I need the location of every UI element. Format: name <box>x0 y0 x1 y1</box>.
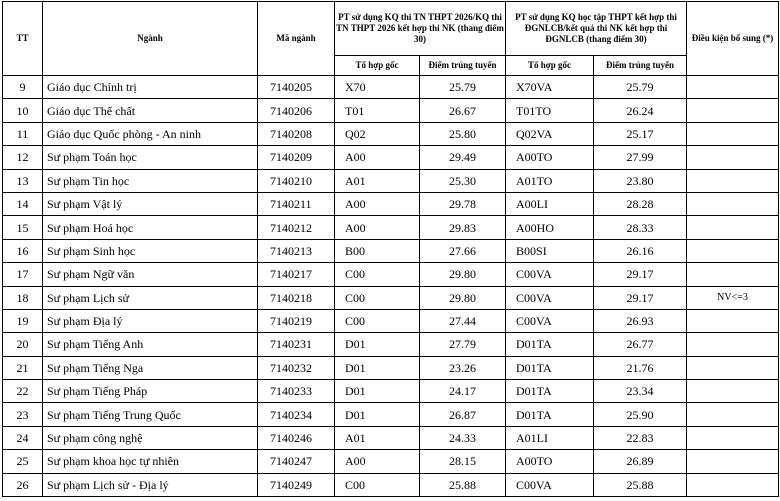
cell-tt: 18 <box>3 286 43 309</box>
cell-nganh: Sư phạm Hoá học <box>43 216 258 239</box>
cell-ma-nganh: 7140205 <box>258 76 335 99</box>
cell-tt: 14 <box>3 192 43 215</box>
cell-ma-nganh: 7140210 <box>258 169 335 192</box>
cell-to-hop-goc-2: C00VA <box>506 309 594 332</box>
cell-to-hop-goc-2: X70VA <box>506 76 594 99</box>
header-nganh: Ngành <box>43 2 258 76</box>
cell-ma-nganh: 7140218 <box>258 286 335 309</box>
cell-dieu-kien <box>687 450 779 473</box>
cell-to-hop-goc-1: A00 <box>335 192 420 215</box>
cell-diem-trung-tuyen-2: 22.83 <box>594 426 687 449</box>
cell-tt: 15 <box>3 216 43 239</box>
cell-tt: 13 <box>3 169 43 192</box>
cell-to-hop-goc-2: C00VA <box>506 286 594 309</box>
table-row <box>3 192 779 215</box>
header-diem-trung-tuyen-1: Điểm trúng tuyển <box>420 56 506 76</box>
cell-ma-nganh: 7140212 <box>258 216 335 239</box>
cell-diem-trung-tuyen-1: 23.26 <box>420 356 506 379</box>
table-row <box>3 263 779 286</box>
cell-dieu-kien <box>687 356 779 379</box>
table-body <box>3 76 779 497</box>
cell-nganh: Sư phạm Tin học <box>43 169 258 192</box>
cell-to-hop-goc-2: A00HO <box>506 216 594 239</box>
cell-to-hop-goc-1: X70 <box>335 76 420 99</box>
cell-diem-trung-tuyen-2: 28.28 <box>594 192 687 215</box>
cell-diem-trung-tuyen-2: 23.34 <box>594 380 687 403</box>
cell-to-hop-goc-2: C00VA <box>506 473 594 496</box>
cell-nganh: Giáo dục Chính trị <box>43 76 258 99</box>
admission-scores-table <box>2 1 779 497</box>
cell-to-hop-goc-1: T01 <box>335 99 420 122</box>
cell-dieu-kien <box>687 192 779 215</box>
cell-dieu-kien <box>687 76 779 99</box>
table-row <box>3 99 779 122</box>
cell-diem-trung-tuyen-1: 26.87 <box>420 403 506 426</box>
cell-ma-nganh: 7140249 <box>258 473 335 496</box>
cell-dieu-kien <box>687 216 779 239</box>
header-dieu-kien: Điều kiện bổ sung (*) <box>687 2 779 76</box>
cell-diem-trung-tuyen-2: 26.93 <box>594 309 687 332</box>
cell-ma-nganh: 7140206 <box>258 99 335 122</box>
header-pt1: PT sử dụng KQ thi TN THPT 2026/KQ thi TN THPT 2026 kết hợp thi NK (thang điểm 30) <box>335 2 506 56</box>
cell-dieu-kien <box>687 239 779 262</box>
cell-dieu-kien <box>687 263 779 286</box>
cell-diem-trung-tuyen-1: 29.49 <box>420 146 506 169</box>
cell-tt: 11 <box>3 122 43 145</box>
table-row <box>3 333 779 356</box>
header-to-hop-goc-1: Tổ hợp gốc <box>335 56 420 76</box>
cell-ma-nganh: 7140217 <box>258 263 335 286</box>
table-row <box>3 356 779 379</box>
cell-to-hop-goc-2: D01TA <box>506 403 594 426</box>
cell-diem-trung-tuyen-2: 28.33 <box>594 216 687 239</box>
cell-to-hop-goc-2: T01TO <box>506 99 594 122</box>
cell-nganh: Sư phạm Tiếng Nga <box>43 356 258 379</box>
cell-diem-trung-tuyen-2: 29.17 <box>594 286 687 309</box>
cell-ma-nganh: 7140219 <box>258 309 335 332</box>
cell-ma-nganh: 7140213 <box>258 239 335 262</box>
cell-tt: 9 <box>3 76 43 99</box>
cell-to-hop-goc-2: Q02VA <box>506 122 594 145</box>
cell-diem-trung-tuyen-1: 27.66 <box>420 239 506 262</box>
cell-diem-trung-tuyen-2: 26.24 <box>594 99 687 122</box>
cell-to-hop-goc-1: C00 <box>335 473 420 496</box>
cell-nganh: Sư phạm công nghệ <box>43 426 258 449</box>
cell-nganh: Sư phạm khoa học tự nhiên <box>43 450 258 473</box>
cell-to-hop-goc-2: A00LI <box>506 192 594 215</box>
cell-diem-trung-tuyen-1: 27.44 <box>420 309 506 332</box>
cell-to-hop-goc-2: D01TA <box>506 356 594 379</box>
cell-nganh: Sư phạm Tiếng Anh <box>43 333 258 356</box>
cell-diem-trung-tuyen-1: 29.80 <box>420 286 506 309</box>
table-row <box>3 146 779 169</box>
cell-tt: 19 <box>3 309 43 332</box>
cell-diem-trung-tuyen-1: 29.83 <box>420 216 506 239</box>
cell-ma-nganh: 7140233 <box>258 380 335 403</box>
cell-nganh: Sư phạm Lịch sử - Địa lý <box>43 473 258 496</box>
cell-to-hop-goc-2: B00SI <box>506 239 594 262</box>
cell-diem-trung-tuyen-1: 24.33 <box>420 426 506 449</box>
cell-tt: 17 <box>3 263 43 286</box>
cell-to-hop-goc-2: C00VA <box>506 263 594 286</box>
cell-dieu-kien <box>687 169 779 192</box>
cell-to-hop-goc-1: D01 <box>335 333 420 356</box>
cell-to-hop-goc-1: D01 <box>335 380 420 403</box>
header-tt: TT <box>3 2 43 76</box>
cell-to-hop-goc-2: A01TO <box>506 169 594 192</box>
cell-diem-trung-tuyen-2: 25.88 <box>594 473 687 496</box>
cell-diem-trung-tuyen-1: 29.80 <box>420 263 506 286</box>
cell-to-hop-goc-1: A00 <box>335 216 420 239</box>
cell-tt: 26 <box>3 473 43 496</box>
table-row <box>3 450 779 473</box>
header-ma-nganh: Mã ngành <box>258 2 335 76</box>
cell-dieu-kien <box>687 403 779 426</box>
cell-diem-trung-tuyen-2: 26.77 <box>594 333 687 356</box>
cell-tt: 23 <box>3 403 43 426</box>
table-row <box>3 426 779 449</box>
cell-diem-trung-tuyen-1: 26.67 <box>420 99 506 122</box>
cell-dieu-kien <box>687 309 779 332</box>
cell-dieu-kien <box>687 380 779 403</box>
table-row <box>3 286 779 309</box>
cell-tt: 16 <box>3 239 43 262</box>
cell-dieu-kien <box>687 426 779 449</box>
cell-nganh: Sư phạm Toán học <box>43 146 258 169</box>
cell-to-hop-goc-1: A01 <box>335 169 420 192</box>
cell-to-hop-goc-2: D01TA <box>506 380 594 403</box>
cell-to-hop-goc-2: A01LI <box>506 426 594 449</box>
cell-to-hop-goc-1: C00 <box>335 286 420 309</box>
cell-dieu-kien <box>687 333 779 356</box>
header-to-hop-goc-2: Tổ hợp gốc <box>506 56 594 76</box>
cell-ma-nganh: 7140234 <box>258 403 335 426</box>
header-pt2: PT sử dụng KQ học tập THPT kết hợp thi ĐGNLCB/kết quả thi NK kết hợp thi ĐGNLCB (thang điểm 30) <box>506 2 687 56</box>
cell-ma-nganh: 7140211 <box>258 192 335 215</box>
table-row <box>3 380 779 403</box>
cell-tt: 22 <box>3 380 43 403</box>
cell-diem-trung-tuyen-2: 27.99 <box>594 146 687 169</box>
cell-dieu-kien <box>687 99 779 122</box>
cell-nganh: Sư phạm Tiếng Pháp <box>43 380 258 403</box>
cell-diem-trung-tuyen-1: 25.30 <box>420 169 506 192</box>
cell-to-hop-goc-1: B00 <box>335 239 420 262</box>
table-row <box>3 473 779 496</box>
header-diem-trung-tuyen-2: Điểm trúng tuyển <box>594 56 687 76</box>
cell-to-hop-goc-1: C00 <box>335 309 420 332</box>
table-row <box>3 76 779 99</box>
cell-diem-trung-tuyen-2: 26.89 <box>594 450 687 473</box>
cell-to-hop-goc-1: D01 <box>335 356 420 379</box>
cell-to-hop-goc-1: A01 <box>335 426 420 449</box>
cell-tt: 25 <box>3 450 43 473</box>
cell-dieu-kien <box>687 146 779 169</box>
cell-diem-trung-tuyen-2: 25.17 <box>594 122 687 145</box>
cell-diem-trung-tuyen-1: 25.88 <box>420 473 506 496</box>
cell-to-hop-goc-1: A00 <box>335 146 420 169</box>
cell-diem-trung-tuyen-2: 25.90 <box>594 403 687 426</box>
cell-nganh: Giáo dục Thể chất <box>43 99 258 122</box>
cell-ma-nganh: 7140209 <box>258 146 335 169</box>
cell-ma-nganh: 7140246 <box>258 426 335 449</box>
cell-tt: 12 <box>3 146 43 169</box>
cell-dieu-kien <box>687 473 779 496</box>
cell-diem-trung-tuyen-2: 29.17 <box>594 263 687 286</box>
table-row <box>3 122 779 145</box>
cell-ma-nganh: 7140232 <box>258 356 335 379</box>
cell-to-hop-goc-1: C00 <box>335 263 420 286</box>
cell-diem-trung-tuyen-1: 25.79 <box>420 76 506 99</box>
cell-nganh: Giáo dục Quốc phòng - An ninh <box>43 122 258 145</box>
table-row <box>3 169 779 192</box>
cell-nganh: Sư phạm Ngữ văn <box>43 263 258 286</box>
cell-to-hop-goc-2: D01TA <box>506 333 594 356</box>
cell-diem-trung-tuyen-1: 28.15 <box>420 450 506 473</box>
cell-diem-trung-tuyen-2: 21.76 <box>594 356 687 379</box>
cell-diem-trung-tuyen-1: 25.80 <box>420 122 506 145</box>
cell-tt: 20 <box>3 333 43 356</box>
cell-dieu-kien <box>687 122 779 145</box>
cell-ma-nganh: 7140208 <box>258 122 335 145</box>
table-row <box>3 309 779 332</box>
cell-diem-trung-tuyen-1: 24.17 <box>420 380 506 403</box>
cell-tt: 21 <box>3 356 43 379</box>
table-row <box>3 239 779 262</box>
cell-diem-trung-tuyen-2: 25.79 <box>594 76 687 99</box>
cell-nganh: Sư phạm Vật lý <box>43 192 258 215</box>
cell-dieu-kien: NV<=3 <box>687 286 779 309</box>
cell-nganh: Sư phạm Tiếng Trung Quốc <box>43 403 258 426</box>
cell-tt: 24 <box>3 426 43 449</box>
cell-nganh: Sư phạm Sinh học <box>43 239 258 262</box>
cell-to-hop-goc-2: A00TO <box>506 450 594 473</box>
cell-ma-nganh: 7140247 <box>258 450 335 473</box>
cell-ma-nganh: 7140231 <box>258 333 335 356</box>
cell-to-hop-goc-1: A00 <box>335 450 420 473</box>
cell-tt: 10 <box>3 99 43 122</box>
table-row <box>3 216 779 239</box>
table-row <box>3 403 779 426</box>
cell-diem-trung-tuyen-2: 26.16 <box>594 239 687 262</box>
cell-diem-trung-tuyen-2: 23.80 <box>594 169 687 192</box>
cell-to-hop-goc-1: Q02 <box>335 122 420 145</box>
cell-diem-trung-tuyen-1: 27.79 <box>420 333 506 356</box>
cell-nganh: Sư phạm Địa lý <box>43 309 258 332</box>
cell-to-hop-goc-2: A00TO <box>506 146 594 169</box>
cell-nganh: Sư phạm Lịch sử <box>43 286 258 309</box>
cell-diem-trung-tuyen-1: 29.78 <box>420 192 506 215</box>
cell-to-hop-goc-1: D01 <box>335 403 420 426</box>
